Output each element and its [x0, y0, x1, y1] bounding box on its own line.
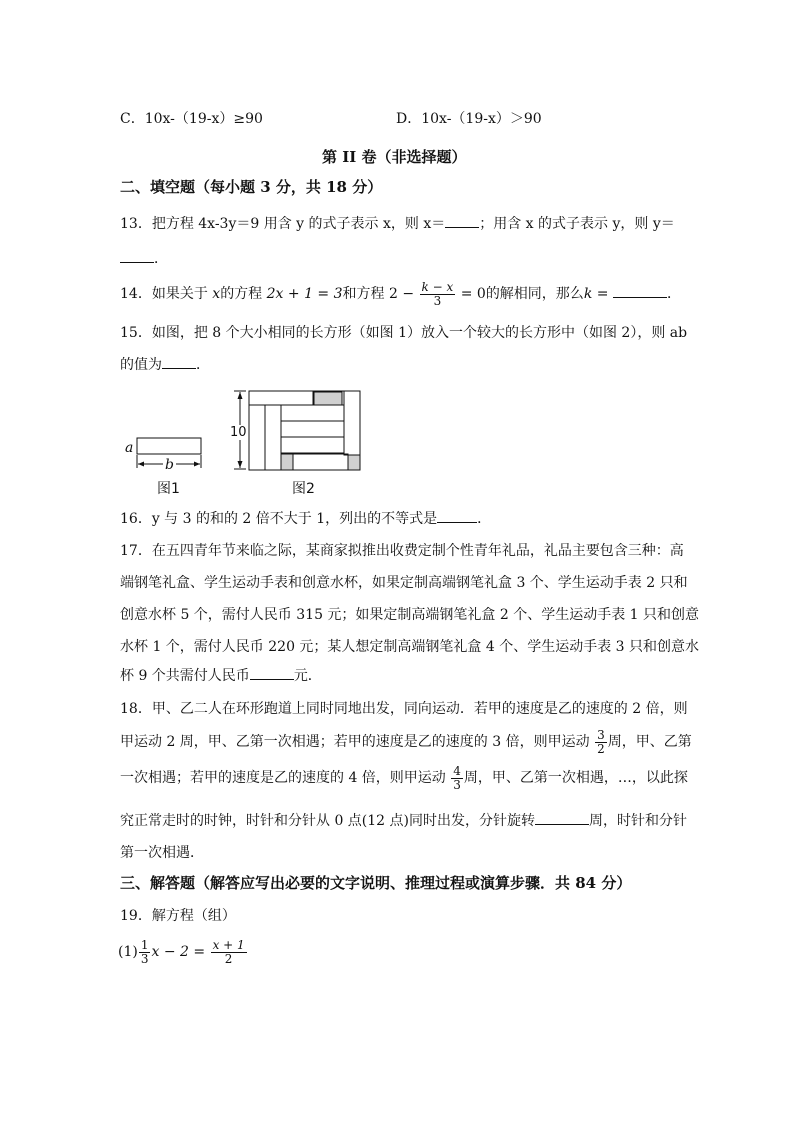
- question-19-item-1: [118, 932, 248, 972]
- q19-lhs-den: 3: [140, 951, 149, 966]
- question-14: [120, 276, 681, 312]
- fig2-outer: [249, 391, 360, 470]
- question-18-line3: [120, 760, 688, 796]
- option-c: C．10x-（19-x）≥90: [120, 111, 263, 127]
- fig2-bottom-gap-right: [348, 455, 360, 470]
- q14-text-2: 的方程: [220, 286, 263, 302]
- fig2-dim-arrow-down: [238, 461, 243, 468]
- fig2-dim-arrow-up: [238, 392, 243, 399]
- q13-text-1: 13．把方程 4x-3y＝9 用含 y 的式子表示 x，则 x＝: [120, 216, 446, 232]
- q14-end: ．: [666, 286, 681, 302]
- q16-blank: [437, 508, 477, 523]
- q18-text-4a: 究正常走时的时钟，时针和分针从 0 点(12 点)同时出发，分针旋转: [120, 813, 535, 829]
- q17-end: 元．: [293, 668, 322, 684]
- q18-frac2-den: 3: [453, 777, 461, 792]
- q18-text-2b: 周，甲、乙第: [607, 734, 692, 750]
- fig1-label-b: b: [165, 457, 174, 473]
- fig2-top-gap: [314, 392, 342, 405]
- q19-rhs-num: x + 1: [212, 937, 245, 952]
- question-17-line3: 创意水杯 5 个，需付人民币 315 元；如果定制高端钢笔礼盒 2 个、学生运动手表 1 只和创意: [120, 607, 700, 623]
- q14-blank: [613, 283, 667, 298]
- question-15-line1: 15．如图，把 8 个大小相同的长方形（如图 1）放入一个较大的长方形中（如图 2），则 ab: [120, 325, 688, 341]
- q18-text-3a: 一次相遇；若甲的速度是乙的速度的 4 倍，则甲运动: [120, 770, 446, 786]
- question-17-line5: [120, 665, 322, 685]
- q14-eq2-prefix: 2 −: [388, 286, 415, 302]
- figure-2: [230, 388, 366, 474]
- q19-frac-lhs: [139, 939, 151, 966]
- q18-text-3b: 周，甲、乙第一次相遇，…，以此探: [463, 770, 688, 786]
- q19-lhs-num: 1: [140, 937, 149, 952]
- q17-blank: [250, 665, 294, 680]
- q14-fraction: [420, 281, 456, 308]
- fig2-top-bar: [249, 391, 313, 405]
- q16-text: 16．y 与 3 的和的 2 倍不大于 1，列出的不等式是: [120, 511, 438, 527]
- fig1-arrow-right: [194, 462, 200, 467]
- fig2-horizontal-2: [281, 421, 344, 437]
- q18-fraction-1: [595, 729, 607, 756]
- q19-frac-rhs: [211, 939, 247, 966]
- question-13-cont: [120, 248, 168, 268]
- fig2-bottom-gap-left: [281, 454, 293, 470]
- fig2-label-10: 10: [230, 425, 247, 440]
- q14-text-3: 和方程: [342, 286, 385, 302]
- q19-rhs-den: 2: [224, 951, 233, 966]
- q18-blank: [535, 810, 589, 825]
- fig1-rectangle: [137, 438, 201, 454]
- fig2-right-vertical: [344, 391, 360, 455]
- q14-equation-1: 2x + 1 = 3: [266, 286, 343, 302]
- part-title: 第 II 卷（非选择题）: [322, 148, 467, 166]
- q15-blank: [162, 354, 196, 369]
- q14-text-4: 的解相同，那么: [485, 286, 584, 302]
- section-heading-solutions: 三、解答题（解答应写出必要的文字说明、推理过程或演算步骤．共 84 分）: [120, 874, 632, 892]
- q18-fraction-2: [451, 765, 463, 792]
- q14-frac-den: 3: [433, 293, 442, 308]
- q14-var-x: x: [212, 286, 221, 302]
- fig2-caption: 图2: [292, 481, 315, 497]
- question-16: [120, 508, 491, 528]
- q16-end: ．: [477, 511, 492, 527]
- q13-blank-x: [445, 213, 479, 228]
- q14-eq2-suffix: = 0: [460, 286, 486, 302]
- fig2-horizontal-1: [281, 405, 344, 421]
- q18-text-2a: 甲运动 2 周，甲、乙第一次相遇；若甲的速度是乙的速度的 3 倍，则甲运动: [120, 734, 590, 750]
- question-17-line2: 端钢笔礼盒、学生运动手表和创意水杯，如果定制高端钢笔礼盒 3 个、学生运动手表 2 只和: [120, 575, 688, 591]
- q15-text: 的值为: [120, 357, 162, 373]
- fig1-label-a: a: [125, 440, 134, 456]
- q18-frac2-num: 4: [453, 763, 461, 778]
- fig2-left-vertical-1: [249, 405, 265, 470]
- option-d: D．10x-（19-x）＞90: [396, 111, 542, 127]
- q18-frac1-den: 2: [597, 741, 605, 756]
- question-19-title: 19．解方程（组）: [120, 908, 236, 924]
- q13-end: ．: [154, 251, 168, 267]
- question-18-line4: [120, 810, 687, 830]
- fig2-horizontal-3: [281, 437, 344, 453]
- q14-k-eq: k =: [583, 286, 609, 302]
- q17-text: 杯 9 个共需付人民币: [120, 668, 250, 684]
- question-13: [120, 213, 675, 233]
- q14-frac-num: k − x: [421, 279, 454, 294]
- question-17-line4: 水杯 1 个，需付人民币 220 元；某人想定制高端钢笔礼盒 4 个、学生运动手表 3 只和创意水: [120, 639, 700, 655]
- q15-end: ．: [196, 357, 210, 373]
- question-18-line2: [120, 724, 692, 760]
- fig1-caption: 图1: [157, 481, 180, 497]
- question-17-line1: 17．在五四青年节来临之际，某商家拟推出收费定制个性青年礼品，礼品主要包含三种：高: [120, 543, 684, 559]
- q13-blank-y: [120, 248, 154, 263]
- q19-item-label: (1): [118, 944, 138, 960]
- question-15-line2: [120, 354, 210, 374]
- q14-text-1: 14．如果关于: [120, 286, 208, 302]
- q18-text-4b: 周，时针和分针: [589, 813, 687, 829]
- fig2-bottom-bar: [293, 454, 348, 470]
- fig1-arrow-left: [138, 462, 144, 467]
- section-heading-fill-in: 二、填空题（每小题 3 分，共 18 分）: [120, 178, 383, 196]
- question-18-line5: 第一次相遇．: [120, 845, 204, 861]
- q18-frac1-num: 3: [597, 727, 605, 742]
- q19-middle: x − 2 =: [151, 944, 206, 960]
- fig2-left-vertical-2: [265, 405, 281, 470]
- q13-text-2: ；用含 x 的式子表示 y，则 y＝: [479, 216, 675, 232]
- question-18-line1: 18．甲、乙二人在环形跑道上同时同地出发，同向运动．若甲的速度是乙的速度的 2 倍，则: [120, 701, 688, 717]
